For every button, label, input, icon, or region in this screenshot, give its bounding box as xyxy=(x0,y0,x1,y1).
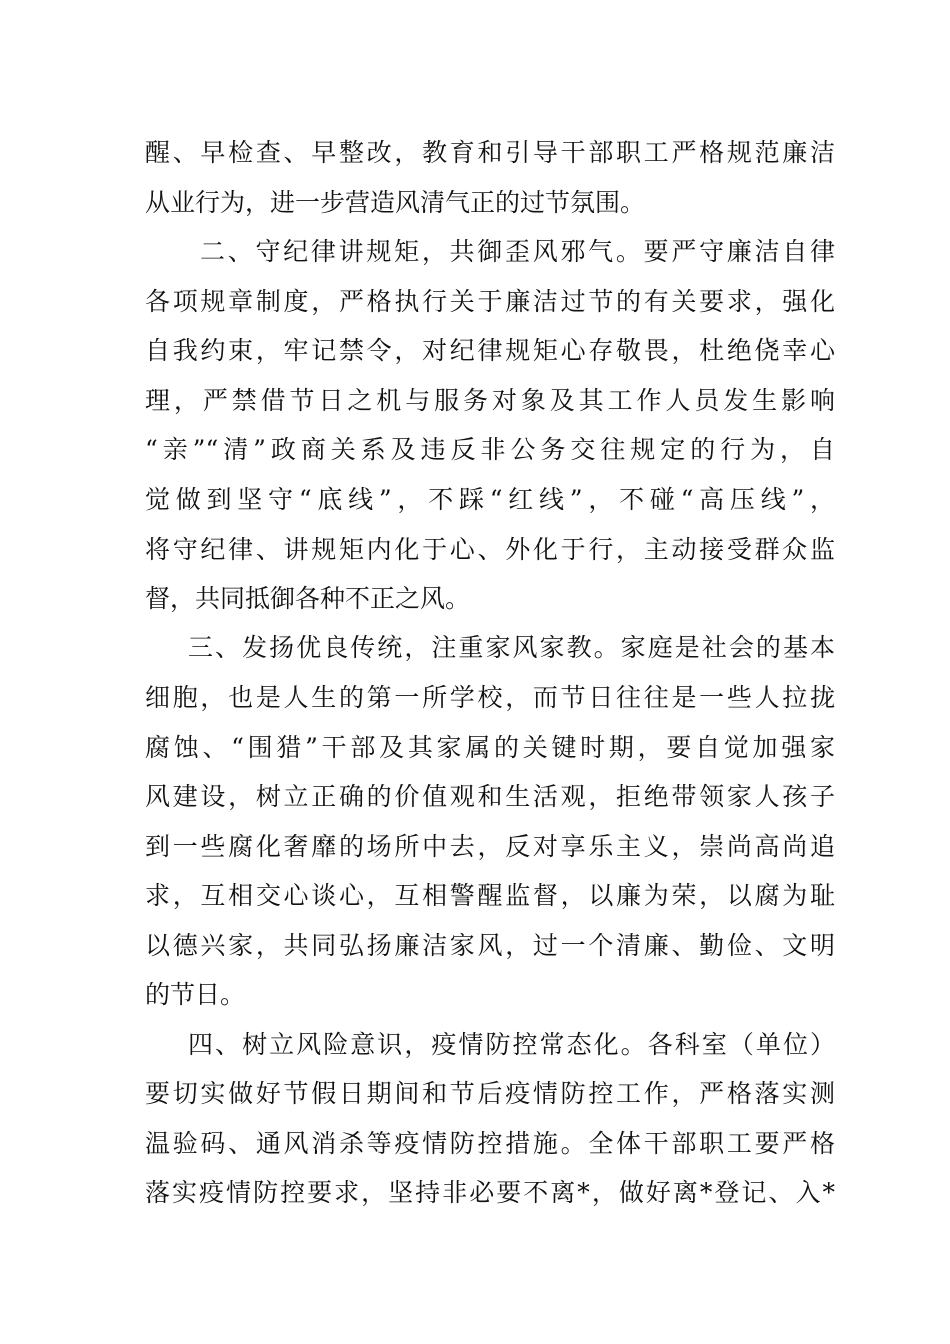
text-line: 理，严禁借节日之机与服务对象及其工作人员发生影响 xyxy=(145,386,835,415)
text-line: 落实疫情防控要求，坚持非必要不离*，做好离*登记、入* xyxy=(145,1178,835,1207)
text-line: “亲”“清”政商关系及违反非公务交往规定的行为，自 xyxy=(145,435,835,464)
text-line: 以德兴家，共同弘扬廉洁家风，过一个清廉、勤俭、文明 xyxy=(145,931,835,960)
text-line: 自我约束，牢记禁令，对纪律规矩心存敬畏，杜绝侥幸心 xyxy=(145,336,835,365)
paragraph-heading-three: 三、发扬优良传统，注重家风家教。家庭是社会的基本 xyxy=(188,633,835,662)
paragraph-heading-two: 二、守纪律讲规矩，共御歪风邪气。要严守廉洁自律 xyxy=(200,237,835,266)
paragraph-heading-four: 四、树立风险意识，疫情防控常态化。各科室（单位） xyxy=(188,1030,835,1059)
text-line: 觉做到坚守“底线”，不踩“红线”，不碰“高压线”， xyxy=(145,485,835,514)
text-line: 的节日。 xyxy=(145,980,246,1009)
text-line: 各项规章制度，严格执行关于廉洁过节的有关要求，强化 xyxy=(145,287,835,316)
text-line: 腐蚀、“围猎”干部及其家属的关键时期，要自觉加强家 xyxy=(145,733,835,762)
text-line: 风建设，树立正确的价值观和生活观，拒绝带领家人孩子 xyxy=(145,782,835,811)
text-line: 醒、早检查、早整改，教育和引导干部职工严格规范廉洁 xyxy=(145,138,835,167)
text-line: 要切实做好节假日期间和节后疫情防控工作，严格落实测 xyxy=(145,1079,835,1108)
text-line: 细胞，也是人生的第一所学校，而节日往往是一些人拉拢 xyxy=(145,683,835,712)
text-line: 求，互相交心谈心，互相警醒监督，以廉为荣，以腐为耻 xyxy=(145,881,835,910)
text-line: 温验码、通风消杀等疫情防控措施。全体干部职工要严格 xyxy=(145,1129,835,1158)
text-line: 督，共同抵御各种不正之风。 xyxy=(145,584,471,613)
text-line: 从业行为，进一步营造风清气正的过节氛围。 xyxy=(145,188,646,217)
text-line: 将守纪律、讲规矩内化于心、外化于行，主动接受群众监 xyxy=(145,535,835,564)
text-line: 到一些腐化奢靡的场所中去，反对享乐主义，崇尚高尚追 xyxy=(145,832,835,861)
